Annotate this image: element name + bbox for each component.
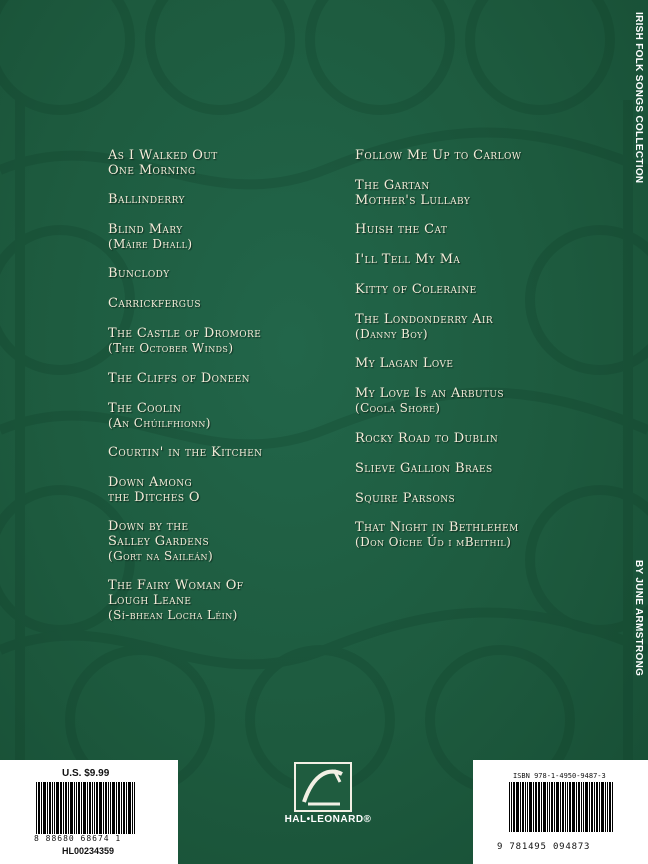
song-subtitle: (An Chúilfhionn): [108, 416, 211, 430]
song-title: Courtin' in the Kitchen: [108, 445, 263, 460]
list-item: [108, 266, 170, 281]
song-subtitle: (Coola Shore): [355, 401, 441, 415]
hal-leonard-logo-icon: [294, 762, 352, 812]
song-title: Down Among: [108, 475, 193, 490]
song-title-line2: Mother's Lullaby: [355, 193, 471, 208]
song-title-line2: the Ditches O: [108, 490, 200, 505]
song-title: The Castle of Dromore: [108, 326, 262, 341]
list-item: [108, 519, 213, 564]
isbn-barcode-box: [473, 760, 648, 864]
song-title: As I Walked Out: [108, 148, 218, 163]
list-item: [108, 148, 218, 178]
list-item: [355, 356, 453, 371]
list-item: [108, 401, 211, 431]
song-subtitle: (Don Oíche Úd i mBeithil): [355, 535, 512, 549]
spine-author: BY JUNE ARMSTRONG: [633, 560, 644, 677]
song-title-line2: One Morning: [108, 163, 196, 178]
list-item: [355, 282, 477, 297]
list-item: [108, 475, 200, 505]
list-item: [108, 371, 250, 386]
song-title: Rocky Road to Dublin: [355, 431, 499, 446]
song-title: Kitty of Coleraine: [355, 282, 477, 297]
price-barcode-box: [0, 760, 178, 864]
isbn-digits: 9 781495 094873: [497, 842, 591, 852]
list-item: [108, 326, 261, 356]
list-item: [355, 222, 447, 237]
list-item: [355, 491, 455, 506]
song-title: My Love Is an Arbutus: [355, 386, 504, 401]
list-item: [355, 520, 519, 550]
list-item: [108, 445, 262, 460]
isbn-barcode: [509, 782, 614, 832]
list-item: [108, 296, 201, 311]
song-title-line2: Lough Leane: [108, 593, 192, 608]
song-subtitle: (Danny Boy): [355, 327, 428, 341]
song-subtitle: (The October Winds): [108, 341, 234, 355]
list-item: [108, 578, 243, 623]
song-subtitle: (Gort na Saileán): [108, 549, 214, 563]
song-title: The Londonderry Air: [355, 312, 494, 327]
song-title: That Night in Bethlehem: [355, 520, 519, 535]
song-title: The Gartan: [355, 178, 430, 193]
list-item: [108, 192, 185, 207]
list-item: [355, 461, 493, 476]
song-title: My Lagan Love: [355, 356, 454, 371]
song-title: Follow Me Up to Carlow: [355, 148, 522, 163]
spine-title: IRISH FOLK SONGS COLLECTION: [633, 12, 644, 184]
song-title: Down by the: [108, 519, 189, 534]
upc-digits: 8 88680 68674 1: [34, 834, 122, 843]
list-item: [355, 386, 504, 416]
list-item: [355, 312, 493, 342]
list-item: [355, 252, 460, 267]
song-title: Blind Mary: [108, 222, 183, 237]
song-title: The Cliffs of Doneen: [108, 371, 250, 386]
song-title: Carrickfergus: [108, 296, 201, 311]
publisher-logo: [283, 762, 372, 832]
isbn-label: ISBN 978-1-4950-9487-3: [513, 772, 606, 780]
price-label: U.S. $9.99: [62, 768, 110, 779]
upc-barcode: [36, 782, 136, 834]
song-title: Squire Parsons: [355, 491, 456, 506]
list-item: [108, 222, 192, 252]
song-title: Slieve Gallion Braes: [355, 461, 493, 476]
list-item: [355, 148, 521, 163]
song-subtitle: (Sí-bhean Locha Léin): [108, 608, 238, 622]
song-subtitle: (Máire Dhall): [108, 237, 193, 251]
list-item: [355, 178, 470, 208]
song-title-line2: Salley Gardens: [108, 534, 210, 549]
song-title: Ballinderry: [108, 192, 185, 207]
song-title: I'll Tell My Ma: [355, 252, 461, 267]
list-item: [355, 431, 498, 446]
publisher-name: HAL•LEONARD®: [284, 814, 372, 825]
item-number: HL00234359: [62, 846, 115, 856]
song-title: The Coolin: [108, 401, 182, 416]
song-title: The Fairy Woman Of: [108, 578, 244, 593]
song-title: Bunclody: [108, 266, 170, 281]
song-title: Huish the Cat: [355, 222, 448, 237]
